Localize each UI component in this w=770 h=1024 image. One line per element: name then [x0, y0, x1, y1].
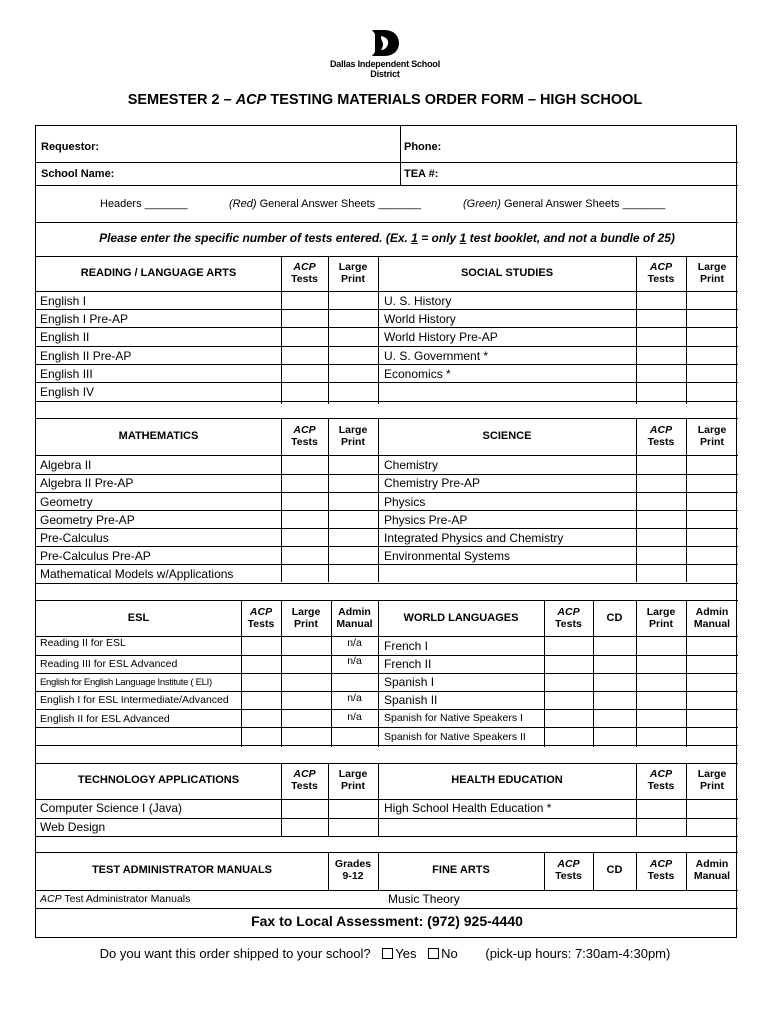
fine-arts-item: Music Theory [388, 892, 460, 906]
tech-item: Web Design [40, 820, 106, 834]
esl-item: Reading II for ESL [40, 637, 126, 649]
form-title: SEMESTER 2 – ACP TESTING MATERIALS ORDER FORM – HIGH SCHOOL [127, 92, 643, 108]
wl-item: Spanish I [384, 675, 435, 689]
tea-label: TEA #: [404, 168, 439, 180]
esl-heading: ESL [127, 612, 150, 624]
science-item: Physics [384, 495, 426, 509]
requestor-label: Requestor: [41, 141, 100, 153]
pickup-hours: (pick-up hours: 7:30am-4:30pm) [485, 946, 671, 961]
health-heading: HEALTH EDUCATION [451, 774, 563, 786]
ss-item: World History [384, 312, 456, 326]
world-languages-heading: WORLD LANGUAGES [403, 612, 519, 624]
math-item: Pre-Calculus Pre-AP [40, 549, 151, 563]
science-item: Physics Pre-AP [384, 513, 468, 527]
esl-admin-value: n/a [347, 692, 362, 704]
yes-label: Yes [395, 946, 417, 961]
rla-item: English I Pre-AP [40, 312, 129, 326]
wl-item: Spanish for Native Speakers I [384, 712, 523, 724]
wl-admin-manual-header: Admin Manual [693, 606, 731, 631]
math-item: Geometry Pre-AP [40, 513, 135, 527]
rla-item: English II [40, 330, 90, 344]
ss-item: World History Pre-AP [384, 330, 498, 344]
arts-acp-tests-header-2: ACP Tests [647, 858, 675, 883]
no-checkbox[interactable] [428, 948, 439, 959]
phone-label: Phone: [404, 141, 442, 153]
math-item: Pre-Calculus [40, 531, 109, 545]
esl-admin-value: n/a [347, 711, 362, 723]
health-acp-tests-header: ACP Tests [647, 768, 675, 793]
esl-admin-value: n/a [347, 637, 362, 649]
ss-item: U. S. History [384, 294, 452, 308]
wl-large-print-header: Large Print [646, 606, 676, 631]
rla-item: English III [40, 367, 93, 381]
wl-acp-tests-header: ACP Tests [555, 606, 582, 631]
ss-item: Economics * [384, 367, 451, 381]
instruction-text: Please enter the specific number of tests entered. (Ex. 1 = only 1 test booklet, and not a bundle of 25) [99, 231, 675, 245]
wl-item: French I [384, 639, 429, 653]
rla-heading: READING / LANGUAGE ARTS [80, 267, 237, 279]
tech-acp-tests-header: ACP Tests [291, 768, 318, 793]
technology-heading: TECHNOLOGY APPLICATIONS [77, 774, 240, 786]
math-large-print-header: Large Print [338, 424, 368, 449]
rla-large-print-header: Large Print [338, 261, 368, 286]
ss-acp-tests-header: ACP Tests [647, 261, 675, 286]
health-item: High School Health Education * [384, 801, 552, 815]
social-studies-heading: SOCIAL STUDIES [460, 267, 554, 279]
ss-item: U. S. Government * [384, 349, 489, 363]
wl-cd-header: CD [606, 612, 623, 624]
tech-item: Computer Science I (Java) [40, 801, 183, 815]
science-item: Integrated Physics and Chemistry [384, 531, 564, 545]
red-answer-sheets-field: (Red) General Answer Sheets _______ [229, 198, 422, 210]
tam-heading: TEST ADMINISTRATOR MANUALS [91, 864, 273, 876]
math-item: Algebra II Pre-AP [40, 476, 134, 490]
arts-acp-tests-header: ACP Tests [555, 858, 582, 883]
arts-admin-manual-header: Admin Manual [693, 858, 731, 883]
order-form [35, 125, 737, 938]
health-large-print-header: Large Print [697, 768, 727, 793]
math-acp-tests-header: ACP Tests [291, 424, 318, 449]
ss-large-print-header: Large Print [697, 261, 727, 286]
no-label: No [441, 946, 458, 961]
math-item: Mathematical Models w/Applications [40, 567, 234, 581]
math-heading: MATHEMATICS [118, 430, 199, 442]
esl-large-print-header: Large Print [291, 606, 321, 631]
rla-acp-tests-header: ACP Tests [291, 261, 318, 286]
green-answer-sheets-field: (Green) General Answer Sheets _______ [463, 198, 666, 210]
science-heading: SCIENCE [482, 430, 532, 442]
district-name: Dallas Independent School District [329, 59, 441, 79]
science-item: Chemistry Pre-AP [384, 476, 481, 490]
esl-item: English for English Language Institute ( ELI) [40, 677, 212, 688]
tam-item: ACP Test Administrator Manuals [40, 893, 191, 905]
headers-field: Headers _______ [100, 198, 188, 210]
esl-acp-tests-header: ACP Tests [247, 606, 275, 631]
esl-item: English I for ESL Intermediate/Advanced [40, 694, 229, 706]
rla-item: English I [40, 294, 87, 308]
tech-large-print-header: Large Print [338, 768, 368, 793]
fax-number: Fax to Local Assessment: (972) 925-4440 [251, 913, 523, 929]
math-item: Geometry [40, 495, 93, 509]
esl-admin-value: n/a [347, 655, 362, 667]
esl-item: Reading III for ESL Advanced [40, 658, 178, 670]
yes-checkbox[interactable] [382, 948, 393, 959]
shipping-question: Do you want this order shipped to your school? Yes No (pick-up hours: 7:30am-4:30pm) [99, 946, 671, 961]
esl-item: English II for ESL Advanced [40, 713, 170, 725]
wl-item: French II [384, 657, 432, 671]
science-item: Chemistry [384, 458, 439, 472]
esl-admin-manual-header: Admin Manual [336, 606, 373, 631]
wl-item: Spanish for Native Speakers II [384, 731, 526, 743]
rla-item: English II Pre-AP [40, 349, 132, 363]
science-item: Environmental Systems [384, 549, 511, 563]
math-item: Algebra II [40, 458, 92, 472]
arts-cd-header: CD [606, 864, 623, 876]
fine-arts-heading: FINE ARTS [432, 864, 490, 876]
tam-grades-header: Grades 9-12 [334, 858, 372, 883]
district-logo-mark [369, 28, 401, 58]
sci-acp-tests-header: ACP Tests [647, 424, 675, 449]
rla-item: English IV [40, 385, 95, 399]
sci-large-print-header: Large Print [697, 424, 727, 449]
wl-item: Spanish II [384, 693, 438, 707]
district-logo [320, 28, 450, 79]
school-name-label: School Name: [41, 168, 115, 180]
